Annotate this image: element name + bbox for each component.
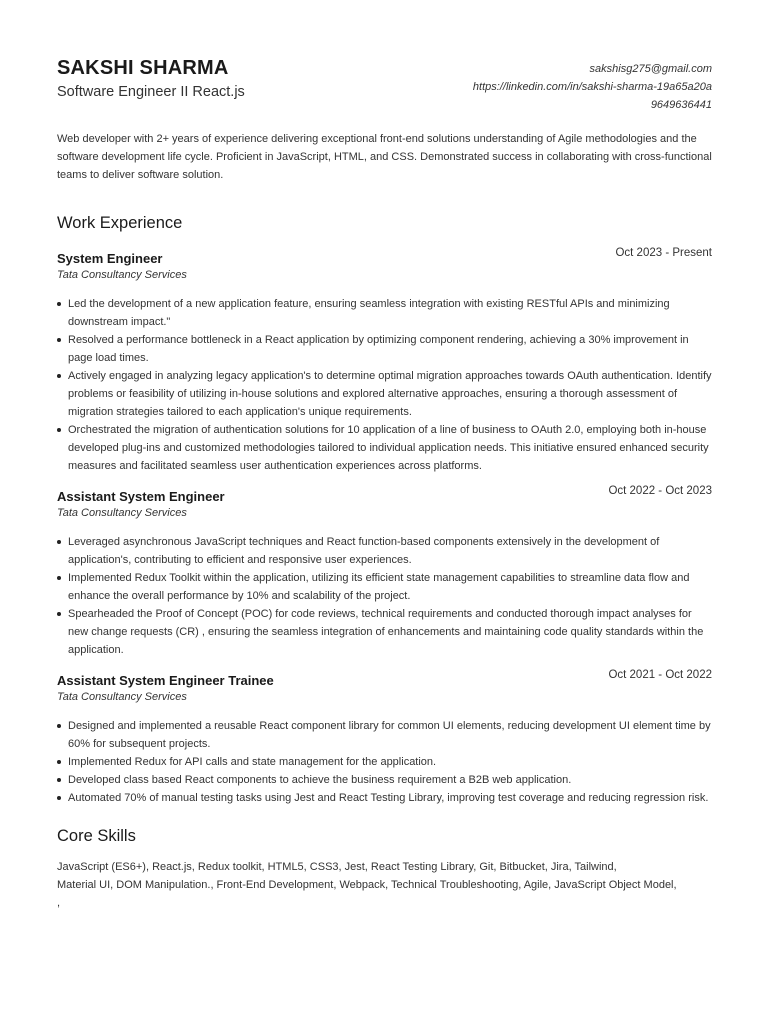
job-bullet [68, 753, 712, 771]
candidate-title: Software Engineer II React.js [57, 84, 245, 100]
job-bullet [68, 569, 712, 605]
skills-line: Material UI, DOM Manipulation., Front-End Development, Webpack, Technical Troubleshooting, Agile, JavaScript Object Model, [57, 879, 677, 891]
job-bullet-text: Actively engaged in analyzing legacy application's to determine optimal migration approaches towards OAuth authentication. Identify problems or feasibility of utilizing in-house solutions and explored alternative approaches, ensuring a thorough assessment of migration strategies tailored to each application's unique requirements. [68, 370, 712, 418]
job-bullet [68, 533, 712, 569]
job-bullet-text: Orchestrated the migration of authentication solutions for 10 application of a line of business to OAuth 2.0, employing both in-house developed plug-ins and customized methodologies tailored to individual application needs. This initiative ensured enhanced security measures and facilitated seamless user authentication experiences across platforms. [68, 424, 709, 472]
resume-header [57, 0, 712, 116]
job-header [57, 669, 712, 691]
bullet-dot-icon [57, 374, 61, 378]
job-bullet [68, 295, 712, 331]
job-role: System Engineer [57, 251, 163, 266]
contact-block [473, 60, 712, 114]
bullet-dot-icon [57, 612, 61, 616]
job-dates: Oct 2021 - Oct 2022 [608, 669, 712, 681]
job-bullet-text: Developed class based React components to achieve the business requirement a B2B web application. [68, 774, 572, 786]
job-bullet-text: Leveraged asynchronous JavaScript techniques and React function-based components extensively in the development of application's, contributing to efficient and responsive user experiences. [68, 536, 660, 566]
bullet-dot-icon [57, 724, 61, 728]
job-bullet-text: Resolved a performance bottleneck in a React application by optimizing component rendering, achieving a 30% improvement in page load times. [68, 334, 689, 364]
core-skills-heading: Core Skills [57, 827, 136, 845]
job-header [57, 485, 712, 507]
bullet-dot-icon [57, 302, 61, 306]
job-header [57, 247, 712, 269]
job-bullet-text: Implemented Redux Toolkit within the application, utilizing its efficient state management capabilities to streamline data flow and enhance the overall performance by 10% and scalability of the project. [68, 572, 690, 602]
job-entry [57, 669, 712, 807]
job-bullet [68, 367, 712, 421]
candidate-name: SAKSHI SHARMA [57, 57, 229, 79]
job-dates: Oct 2023 - Present [615, 247, 712, 259]
core-skills-text [57, 858, 712, 912]
job-company: Tata Consultancy Services [57, 269, 187, 281]
job-entry [57, 247, 712, 475]
bullet-dot-icon [57, 338, 61, 342]
linkedin-link[interactable]: https://linkedin.com/in/sakshi-sharma-19a65a20a [472, 81, 712, 93]
job-bullet [68, 789, 712, 807]
bullet-dot-icon [57, 778, 61, 782]
job-bullet-text: Spearheaded the Proof of Concept (POC) for code reviews, technical requirements and conducted thorough impact analyses for new change requests (CR) , ensuring the seamless integration of enhancements and maintaining code quality standards within the application. [68, 608, 704, 656]
email-link[interactable]: sakshisg275@gmail.com [589, 63, 712, 75]
bullet-dot-icon [57, 540, 61, 544]
job-bullet [68, 605, 712, 659]
job-role: Assistant System Engineer Trainee [57, 673, 274, 688]
job-bullets [57, 295, 712, 475]
job-bullet [68, 421, 712, 475]
bullet-dot-icon [57, 576, 61, 580]
job-bullet-text: Led the development of a new application feature, ensuring seamless integration with existing RESTful APIs and minimizing downstream impact." [68, 298, 670, 328]
job-bullet [68, 717, 712, 753]
job-bullet [68, 331, 712, 367]
job-entry [57, 485, 712, 659]
skills-line: JavaScript (ES6+), React.js, Redux toolkit, HTML5, CSS3, Jest, React Testing Library, Git, Bitbucket, Jira, Tailwind, [57, 861, 617, 873]
job-bullets [57, 533, 712, 659]
job-role: Assistant System Engineer [57, 489, 225, 504]
job-bullet-text: Designed and implemented a reusable React component library for common UI elements, reducing development UI element time by 60% for subsequent projects. [68, 720, 711, 750]
job-company: Tata Consultancy Services [57, 507, 187, 519]
bullet-dot-icon [57, 796, 61, 800]
bullet-dot-icon [57, 760, 61, 764]
job-company: Tata Consultancy Services [57, 691, 187, 703]
job-bullet-text: Implemented Redux for API calls and state management for the application. [68, 756, 437, 768]
phone-number: 9649636441 [650, 99, 712, 111]
work-experience-heading: Work Experience [57, 214, 183, 232]
bullet-dot-icon [57, 428, 61, 432]
job-bullets [57, 717, 712, 807]
job-bullet-text: Automated 70% of manual testing tasks using Jest and React Testing Library, improving test coverage and reducing regression risk. [68, 792, 709, 804]
job-bullet [68, 771, 712, 789]
skills-line: , [57, 897, 61, 909]
work-experience-list [57, 247, 712, 807]
job-dates: Oct 2022 - Oct 2023 [608, 485, 712, 497]
professional-summary: Web developer with 2+ years of experience delivering exceptional front-end solutions understanding of Agile methodologies and the software development life cycle. Proficient in JavaScript, HTML, and CSS. Demonstrated success in collaborating with cross-functional teams to deliver software solution. [57, 133, 712, 181]
